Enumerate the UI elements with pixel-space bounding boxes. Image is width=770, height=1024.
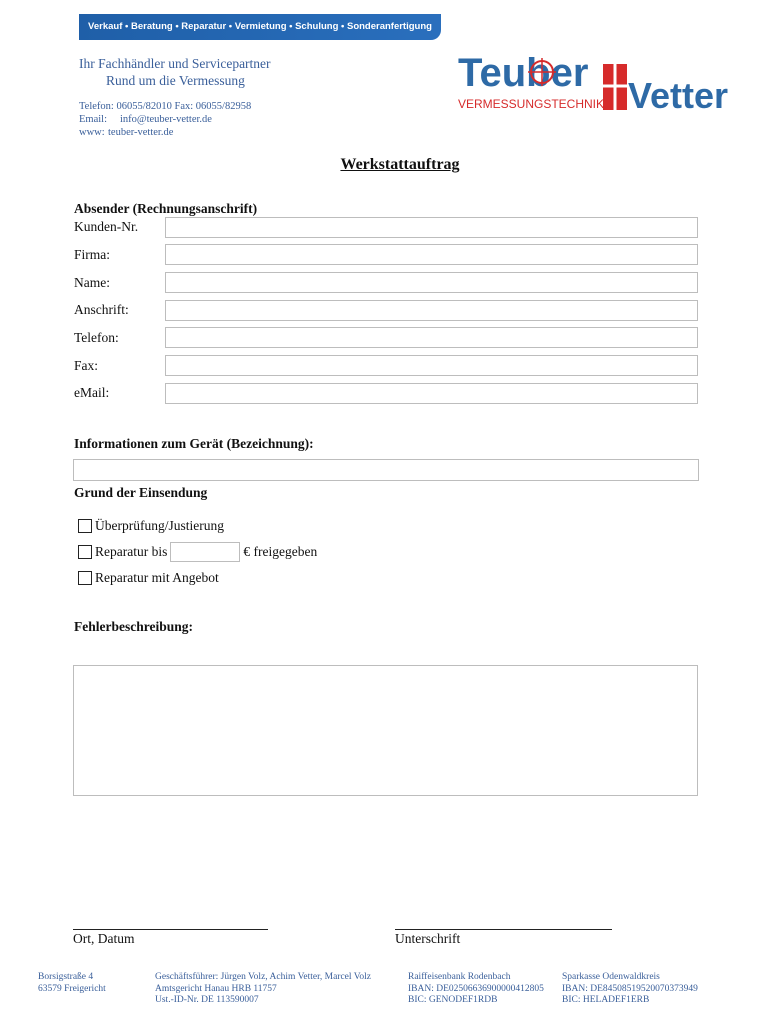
website-label: www: [79,127,105,138]
logo-subtitle: VERMESSUNGSTECHNIK [458,97,605,111]
address-field[interactable] [165,300,698,321]
page-title: Werkstattauftrag [340,156,460,173]
option-repair-limit [78,542,317,562]
device-field[interactable] [73,459,699,481]
logo-teuber-text: Teuber [458,51,589,95]
footer-vat-id: Ust.-ID-Nr. DE 113590007 [155,995,259,1005]
website-line [79,127,173,138]
signature-label: Unterschrift [395,931,461,946]
footer-bank-2-name: Sparkasse Odenwaldkreis [562,972,660,982]
company-label: Firma: [74,247,110,262]
footer-register: Amtsgericht Hanau HRB 11757 [155,983,277,994]
email-link[interactable]: info@teuber-vetter.de [120,114,212,125]
phone-fax-line: Telefon: 06055/82010 Fax: 06055/82958 [79,101,252,112]
inspection-checkbox[interactable] [78,519,92,533]
footer-bank-1-name: Raiffeisenbank Rodenbach [408,972,511,982]
footer-bank-1-iban: IBAN: DE02506636900000412805 [408,983,544,994]
footer-city: 63579 Freigericht [38,983,106,994]
fax-field[interactable] [165,355,698,376]
services-banner: Verkauf • Beratung • Reparatur • Vermietung • Schulung • Sonderanfertigung [79,14,441,40]
repair-limit-checkbox[interactable] [78,545,92,559]
website-link[interactable]: teuber-vetter.de [108,127,174,138]
reason-heading: Grund der Einsendung [74,485,208,500]
phone-label: Telefon: [74,330,119,345]
email-line [79,114,212,125]
repair-limit-label: Reparatur bis [95,544,168,559]
customer-number-label: Kunden-Nr. [74,219,139,234]
phone-field[interactable] [165,327,698,348]
footer-bank-1 [408,972,544,1007]
email-label: Email: [79,114,107,125]
footer-bank-2-iban: IBAN: DE84508519520070373949 [562,983,698,994]
footer-company-info [155,972,371,1007]
name-label: Name: [74,275,110,290]
logo-vetter-text: Vetter [628,75,729,116]
place-date-line [73,929,268,930]
company-field[interactable] [165,244,698,265]
error-heading: Fehlerbeschreibung: [74,619,193,634]
footer-address [38,972,106,995]
email-field[interactable] [165,383,698,404]
error-description-field[interactable] [73,665,698,796]
place-date-label: Ort, Datum [73,931,135,946]
name-field[interactable] [165,272,698,293]
address-label: Anschrift: [74,302,129,317]
repair-limit-suffix: € freigegeben [243,544,318,559]
tagline-line-1: Ihr Fachhändler und Servicepartner [79,56,271,71]
tagline-line-2: Rund um die Vermessung [106,73,245,88]
footer-bank-2-bic: BIC: HELADEF1ERB [562,995,650,1005]
customer-number-field[interactable] [165,217,698,238]
option-repair-quote [78,570,219,586]
footer-bank-2 [562,972,698,1007]
repair-quote-checkbox[interactable] [78,571,92,585]
teuber-vetter-logo [458,50,750,116]
email-field-label: eMail: [74,385,110,400]
option-inspection [78,518,224,534]
signature-line [395,929,612,930]
sender-heading: Absender (Rechnungsanschrift) [74,201,258,216]
footer-managers: Geschäftsführer: Jürgen Volz, Achim Vetter, Marcel Volz [155,972,371,982]
repair-quote-label: Reparatur mit Angebot [95,570,219,585]
footer-street: Borsigstraße 4 [38,972,94,982]
device-heading: Informationen zum Gerät (Bezeichnung): [74,436,314,451]
repair-amount-field[interactable] [170,542,240,562]
inspection-label: Überprüfung/Justierung [95,518,224,533]
fax-label: Fax: [74,358,99,373]
footer-bank-1-bic: BIC: GENODEF1RDB [408,995,498,1005]
